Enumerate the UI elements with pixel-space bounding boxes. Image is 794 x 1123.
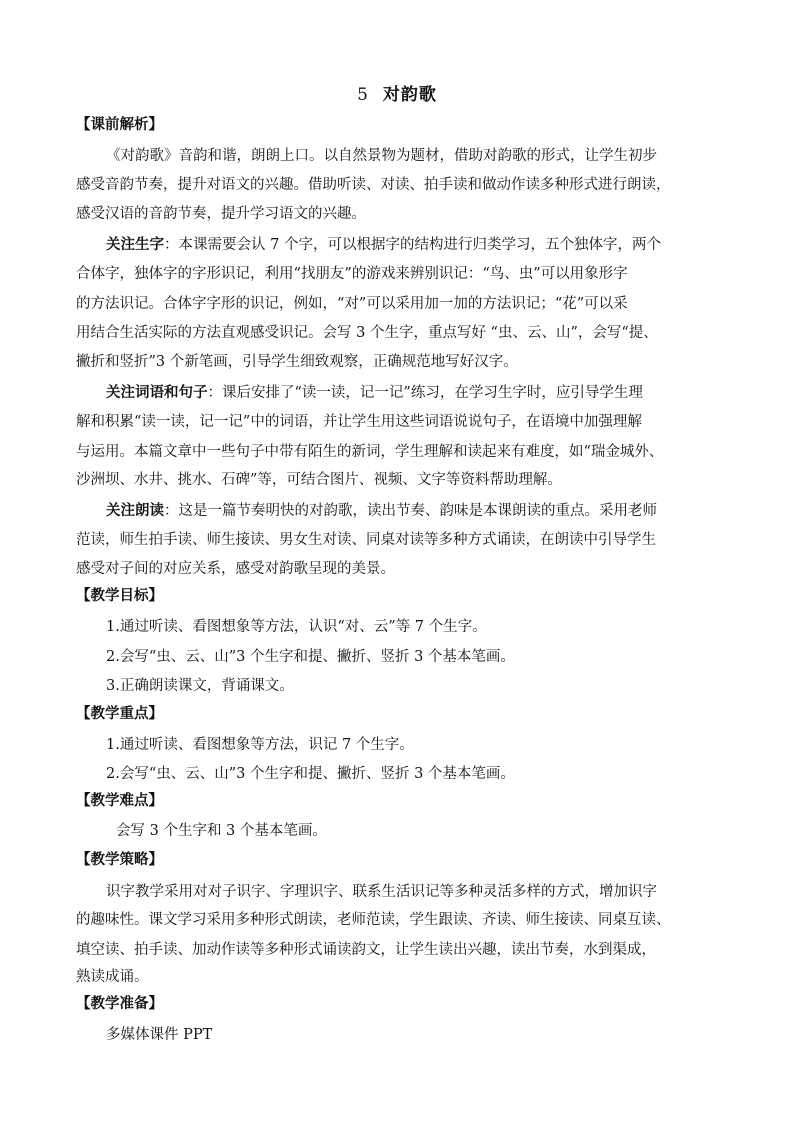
- paragraph-line: 沙洲坝、水井、挑水、石碑”等，可结合图片、视频、文字等资料帮助理解。: [76, 472, 562, 488]
- section-heading-strategy: 【教学策略】: [76, 851, 163, 868]
- lesson-number: 5: [357, 85, 369, 105]
- lesson-title: [0, 80, 794, 105]
- paragraph-line: 解和积累“读一读，记一记”中的词语，并让学生用这些词语说说句子，在语境中加强理解: [76, 414, 642, 430]
- paragraph-line: 感受汉语的音韵节奏，提升学习语文的兴趣。: [76, 206, 366, 222]
- list-item: 1.通过听读、看图想象等方法，认识“对、云”等 7 个生字。: [106, 619, 487, 635]
- section-heading-goals: 【教学目标】: [76, 587, 163, 604]
- focus-label-words: 关注词语和句子: [106, 384, 208, 401]
- paragraph-line: 关注朗读：这是一篇节奏明快的对韵歌，读出节奏、韵味是本课朗读的重点。采用老师: [106, 502, 657, 519]
- paragraph-line: 会写 3 个生字和 3 个基本笔画。: [116, 823, 327, 839]
- focus-label-characters: 关注生字: [106, 236, 164, 253]
- paragraph-line: 合体字，独体字的字形识记，利用“找朋友”的游戏来辨别识记：“鸟、虫”可以用象形字: [76, 266, 628, 282]
- list-item: 2.会写“虫、云、山”3 个生字和提、撇折、竖折 3 个基本笔画。: [106, 649, 515, 665]
- paragraph-line: 关注生字：本课需要会认 7 个字，可以根据字的结构进行归类学习，五个独体字，两个: [106, 236, 661, 253]
- list-item: 2.会写“虫、云、山”3 个生字和提、撇折、竖折 3 个基本笔画。: [106, 766, 515, 782]
- paragraph-line: 识字教学采用对对子识字、字理识字、联系生活识记等多种灵活多样的方式，增加识字: [106, 884, 657, 900]
- paragraph-line: 的趣味性。课文学习采用多种形式朗读，老师范读，学生跟读、齐读、师生接读、同桌互读、: [76, 912, 671, 928]
- list-item: 3.正确朗读课文，背诵课文。: [106, 678, 294, 694]
- paragraph-line: 撇折和竖折”3 个新笔画，引导学生细致观察，正确规范地写好汉字。: [76, 354, 518, 370]
- section-heading-analysis: 【课前解析】: [76, 116, 163, 133]
- paragraph-line: 多媒体课件 PPT: [106, 1027, 213, 1043]
- section-heading-preparation: 【教学准备】: [76, 995, 163, 1012]
- lesson-title-text: 对韵歌: [382, 85, 437, 105]
- section-heading-key-points: 【教学重点】: [76, 705, 163, 722]
- list-item: 1.通过听读、看图想象等方法，识记 7 个生字。: [106, 737, 414, 753]
- paragraph-line: 的方法识记。合体字字形的识记，例如，“对”可以采用加一加的方法识记；“花”可以采: [76, 296, 628, 312]
- paragraph-line: 关注词语和句子：课后安排了“读一读，记一记”练习，在学习生字时，应引导学生理: [106, 384, 643, 401]
- paragraph-line: 与运用。本篇文章中一些句子中带有陌生的新词，学生理解和读起来有难度，如“瑞金城外、: [76, 444, 664, 460]
- paragraph-line: 用结合生活实际的方法直观感受识记。会写 3 个生字，重点写好 “虫、云、山”，会写“提、: [76, 325, 658, 341]
- paragraph-line: 熟读成诵。: [76, 969, 149, 985]
- paragraph-line: 感受音韵节奏，提升对语文的兴趣。借助听读、对读、拍手读和做动作读多种形式进行朗读，: [76, 177, 671, 193]
- paragraph-line: 填空读、拍手读、加动作读等多种形式诵读韵文，让学生读出兴趣，读出节奏，水到渠成，: [76, 942, 656, 958]
- paragraph-line: 感受对子间的对应关系，感受对韵歌呈现的美景。: [76, 561, 395, 577]
- section-heading-difficulties: 【教学难点】: [76, 792, 163, 809]
- paragraph-line: 范读，师生拍手读、师生接读、男女生对读、同桌对读等多种方式诵读，在朗读中引导学生: [76, 532, 656, 548]
- focus-label-reading: 关注朗读: [106, 502, 164, 519]
- paragraph-line: 《对韵歌》音韵和谐，朗朗上口。以自然景物为题材，借助对韵歌的形式，让学生初步: [106, 148, 657, 164]
